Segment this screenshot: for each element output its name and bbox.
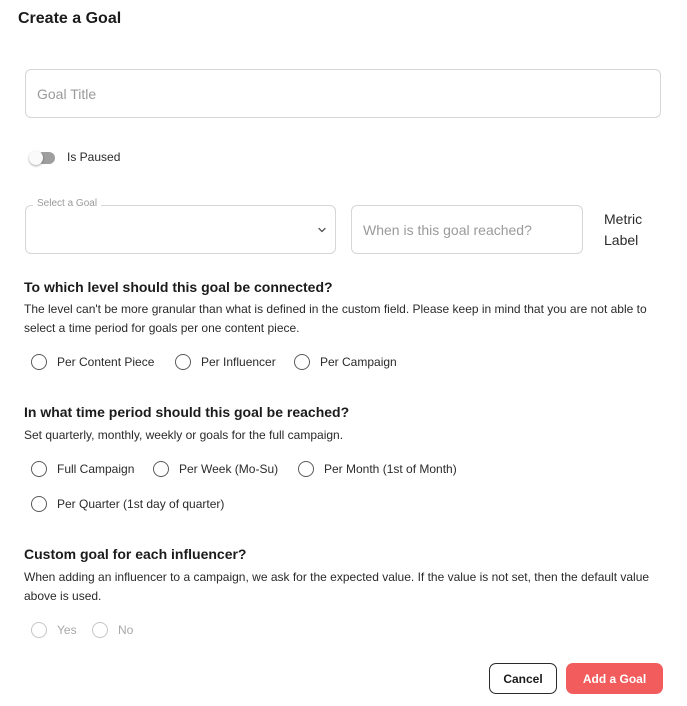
goal-select-label: Select a Goal <box>33 198 101 210</box>
radio-label: Per Campaign <box>320 355 397 369</box>
radio-circle <box>294 354 310 370</box>
metric-label: Metric Label <box>604 211 643 248</box>
chevron-down-icon <box>317 226 327 234</box>
radio-custom-yes[interactable] <box>31 622 77 638</box>
radio-circle <box>175 354 191 370</box>
radio-circle <box>31 496 47 512</box>
add-goal-button[interactable]: Add a Goal <box>566 663 663 694</box>
radio-per-campaign[interactable] <box>294 354 397 370</box>
radio-full-campaign[interactable] <box>31 461 134 477</box>
toggle-thumb <box>29 151 43 165</box>
radio-circle <box>298 461 314 477</box>
radio-custom-no[interactable] <box>92 622 133 638</box>
radio-label: Per Month (1st of Month) <box>324 462 457 476</box>
radio-per-week[interactable] <box>153 461 278 477</box>
radio-circle <box>31 622 47 638</box>
radio-label: Per Influencer <box>201 355 276 369</box>
goal-select[interactable] <box>25 205 336 254</box>
period-section-heading: In what time period should this goal be reached? <box>24 404 350 420</box>
radio-circle <box>92 622 108 638</box>
radio-label: Full Campaign <box>57 462 135 476</box>
radio-per-content-piece[interactable] <box>31 354 154 370</box>
is-paused-toggle[interactable] <box>23 151 56 165</box>
goal-title-input[interactable] <box>25 69 661 118</box>
radio-label: Per Week (Mo-Su) <box>179 462 279 476</box>
level-section-heading: To which level should this goal be connected? <box>24 279 333 295</box>
level-section-description: The level can't be more granular than what is defined in the custom field. Please keep in mind that you are not able to select a time period for goals per one content piece. <box>24 302 647 335</box>
goal-reached-input[interactable] <box>351 205 583 254</box>
radio-circle <box>31 354 47 370</box>
custom-section-description: When adding an influencer to a campaign, we ask for the expected value. If the value is not set, then the default value above is used. <box>24 570 650 603</box>
radio-per-influencer[interactable] <box>175 354 276 370</box>
cancel-button[interactable]: Cancel <box>489 663 557 694</box>
radio-circle <box>31 461 47 477</box>
period-section-description: Set quarterly, monthly, weekly or goals for the full campaign. <box>24 428 344 442</box>
radio-per-month[interactable] <box>298 461 457 477</box>
radio-label: Per Quarter (1st day of quarter) <box>57 497 225 511</box>
radio-label: No <box>118 623 134 637</box>
is-paused-label: Is Paused <box>67 150 121 164</box>
custom-section-heading: Custom goal for each influencer? <box>24 546 247 562</box>
dialog-title: Create a Goal <box>18 10 122 27</box>
radio-per-quarter[interactable] <box>31 496 224 512</box>
radio-label: Yes <box>57 623 77 637</box>
radio-circle <box>153 461 169 477</box>
radio-label: Per Content Piece <box>57 355 155 369</box>
